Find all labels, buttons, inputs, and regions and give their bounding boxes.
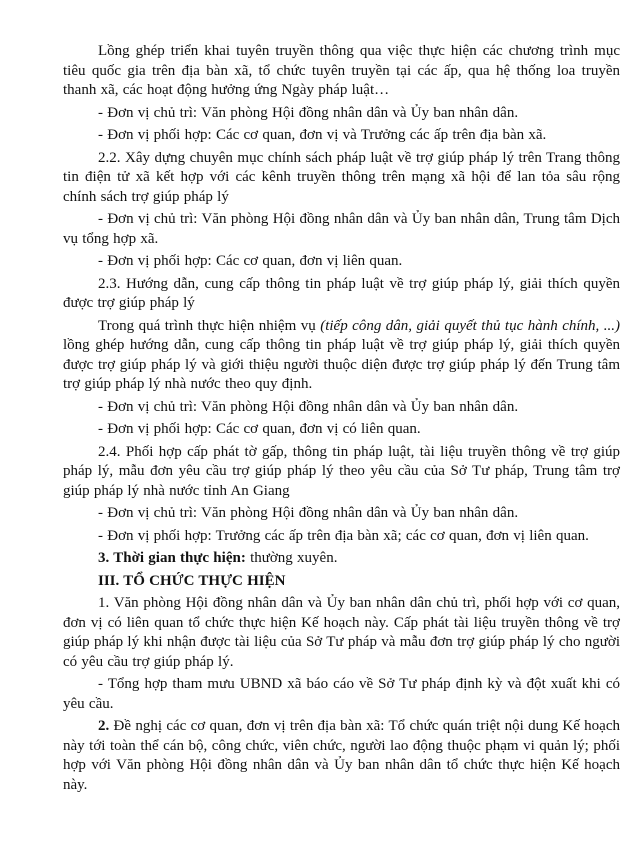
text-segment: Lồng ghép triển khai tuyên truyền thông qua việc thực hiện các chương trình mục tiêu quốc gia trên địa bàn xã, tổ chức tuyên truyền tại các ấp, qua hệ thống loa truyền thanh xã, các hoạt động hưởng ứng Ngày pháp luật… xyxy=(63,43,620,98)
text-segment: - Đơn vị chủ trì: Văn phòng Hội đồng nhân dân và Ủy ban nhân dân. xyxy=(98,505,519,521)
text-segment: 2.4. Phối hợp cấp phát tờ gấp, thông tin pháp luật, tài liệu truyền thông về trợ giúp pháp lý, mẫu đơn yêu cầu trợ giúp pháp lý theo yêu cầu của Sở Tư pháp, Trung tâm trợ giúp pháp lý nhà nước tỉnh An Giang xyxy=(63,443,620,499)
paragraph xyxy=(63,317,620,395)
paragraph xyxy=(63,210,620,249)
paragraph xyxy=(63,149,620,208)
text-segment: - Đơn vị phối hợp: Các cơ quan, đơn vị liên quan. xyxy=(98,253,403,269)
section-heading xyxy=(63,572,620,592)
paragraph xyxy=(63,549,620,569)
text-segment: 2.2. Xây dựng chuyên mục chính sách pháp luật về trợ giúp pháp lý trên Trang thông tin điện tử xã kết hợp với các kênh truyền thông trên mạng xã hội để lan tỏa sâu rộng chính sách trợ giúp pháp lý xyxy=(63,149,620,205)
paragraph xyxy=(63,504,620,524)
text-segment: - Đơn vị chủ trì: Văn phòng Hội đồng nhân dân và Ủy ban nhân dân. xyxy=(98,104,519,121)
paragraph xyxy=(63,443,620,502)
text-segment: (tiếp công dân, giải quyết thủ tục hành chính, ...) xyxy=(320,317,620,334)
text-segment: thường xuyên. xyxy=(245,550,338,566)
paragraph xyxy=(63,717,620,795)
text-segment: 2.3. Hướng dẫn, cung cấp thông tin pháp luật về trợ giúp pháp lý, giải thích quyền được trợ giúp pháp lý xyxy=(63,275,620,311)
text-segment: lồng ghép hướng dẫn, cung cấp thông tin pháp luật về trợ giúp pháp lý, giải thích quyền được trợ giúp pháp lý và giới thiệu người thuộc diện được trợ giúp pháp lý đến Trung tâm trợ giúp pháp lý nhà nước theo quy định. xyxy=(63,337,620,392)
text-segment: Trong quá trình thực hiện nhiệm vụ xyxy=(98,317,321,334)
paragraph xyxy=(63,252,620,272)
paragraph xyxy=(63,398,620,418)
text-segment: 3. Thời gian thực hiện: xyxy=(98,550,246,566)
text-segment: III. TỔ CHỨC THỰC HIỆN xyxy=(98,572,286,589)
paragraph xyxy=(63,275,620,314)
text-segment: 1. Văn phòng Hội đồng nhân dân và Ủy ban nhân dân chủ trì, phối hợp với cơ quan, đơn vị có liên quan tổ chức thực hiện Kế hoạch này. Cấp phát tài liệu truyền thông về trợ giúp pháp lý khi nhận được tài liệu của Sở Tư pháp và mẫu đơn trợ giúp pháp lý cho người có yêu cầu trợ giúp pháp lý. xyxy=(63,595,620,670)
paragraph xyxy=(63,126,620,146)
text-segment: - Đơn vị chủ trì: Văn phòng Hội đồng nhân dân và Ủy ban nhân dân, Trung tâm Dịch vụ tổng hợp xã. xyxy=(63,211,620,247)
text-segment: - Đơn vị phối hợp: Trưởng các ấp trên địa bàn xã; các cơ quan, đơn vị liên quan. xyxy=(98,527,589,544)
document-body xyxy=(63,42,620,795)
paragraph xyxy=(63,42,620,101)
text-segment: - Đơn vị chủ trì: Văn phòng Hội đồng nhân dân và Ủy ban nhân dân. xyxy=(98,398,519,415)
paragraph xyxy=(63,594,620,672)
paragraph xyxy=(63,675,620,714)
text-segment: 2. xyxy=(98,718,110,734)
text-segment: - Tổng hợp tham mưu UBND xã báo cáo về Sở Tư pháp định kỳ và đột xuất khi có yêu cầu. xyxy=(63,676,620,712)
paragraph xyxy=(63,527,620,547)
text-segment: Đề nghị các cơ quan, đơn vị trên địa bàn xã: Tổ chức quán triệt nội dung Kế hoạch này tới toàn thể cán bộ, công chức, viên chức, người lao động thuộc phạm vi quản lý; phối hợp với Văn phòng Hội đồng nhân dân và Ủy ban nhân dân tổ chức thực hiện Kế hoạch này. xyxy=(63,718,620,793)
text-segment: - Đơn vị phối hợp: Các cơ quan, đơn vị và Trưởng các ấp trên địa bàn xã. xyxy=(98,127,547,143)
paragraph xyxy=(63,420,620,440)
text-segment: - Đơn vị phối hợp: Các cơ quan, đơn vị có liên quan. xyxy=(98,421,421,437)
paragraph xyxy=(63,104,620,124)
